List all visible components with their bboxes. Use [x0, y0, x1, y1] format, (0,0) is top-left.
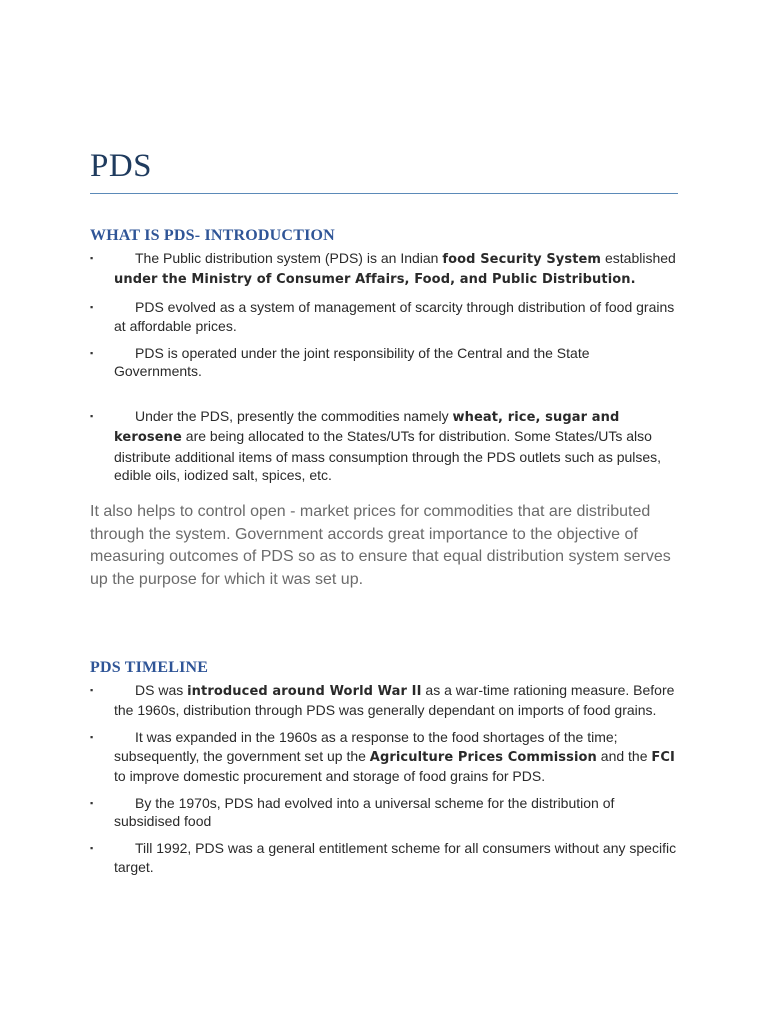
bullet-marker-icon: ▪ — [90, 843, 94, 854]
bullet-marker-icon: ▪ — [90, 302, 94, 313]
bullet-marker-icon: ▪ — [90, 411, 94, 422]
text-run: The Public distribution system (PDS) is an Indian — [135, 250, 443, 266]
bullet-marker-icon: ▪ — [90, 347, 94, 358]
timeline-bullet-list — [90, 681, 680, 876]
section-heading-introduction: WHAT IS PDS- INTRODUCTION — [90, 227, 335, 244]
bullet-marker-icon: ▪ — [90, 798, 94, 809]
list-item-text — [114, 794, 680, 830]
text-run: DS was — [135, 682, 188, 698]
text-run: PDS is operated under the joint responsibility of the Central and the State Governments. — [114, 344, 590, 380]
list-item-text — [114, 681, 680, 719]
list-item — [90, 794, 680, 830]
list-item — [90, 344, 680, 380]
text-run: It was expanded in the 1960s as a response to the food shortages of the time; subsequently, the government set up the — [114, 729, 618, 764]
list-item — [90, 839, 680, 875]
bold-text: wheat, rice, sugar and kerosene — [114, 410, 620, 446]
list-item — [90, 681, 680, 719]
body-paragraph: It also helps to control open - market prices for commodities that are distributed through the system. Government accords great importance to the objective of measuring outcomes of PDS so as to ensure that equal distribution system serves up the purpose for which it was set up. — [90, 503, 671, 588]
list-item-text — [114, 249, 680, 289]
text-run: to improve domestic procurement and storage of food grains for PDS. — [114, 767, 546, 784]
list-item-text — [114, 407, 680, 484]
bullet-marker-icon: ▪ — [90, 685, 94, 695]
list-item — [90, 298, 680, 334]
title-divider — [90, 193, 678, 194]
list-item-text — [114, 839, 680, 875]
text-run: as a war-time rationing measure. Before the 1960s, distribution through PDS was generally dependant on imports of food grains. — [114, 682, 675, 719]
text-run: Till 1992, PDS was a general entitlement scheme for all consumers without any specific target. — [114, 840, 677, 875]
text-run: By the 1970s, PDS had evolved into a universal scheme for the distribution of subsidised food — [114, 795, 615, 830]
bold-text: FCI — [651, 749, 675, 765]
list-item — [90, 407, 680, 484]
list-item — [90, 728, 680, 785]
list-item-text — [114, 728, 680, 785]
list-item — [90, 249, 680, 289]
text-run: established — [601, 250, 676, 266]
bold-text: under the Ministry of Consumer Affairs, Food, and Public Distribution. — [114, 272, 636, 288]
text-run: PDS evolved as a system of management of scarcity through distribution of food grains at affordable prices. — [114, 299, 675, 334]
bold-text: introduced around World War II — [187, 684, 422, 699]
bold-text: Agriculture Prices Commission — [369, 749, 597, 765]
bold-text: food Security System — [442, 252, 602, 267]
list-item-text — [114, 298, 680, 334]
document-title: PDS — [90, 148, 153, 184]
list-item-text — [114, 344, 680, 380]
bullet-marker-icon: ▪ — [90, 732, 94, 743]
section-heading-timeline: PDS TIMELINE — [90, 659, 209, 676]
bullet-marker-icon: ▪ — [90, 253, 94, 263]
text-run: and the — [596, 747, 652, 764]
introduction-bullet-list — [90, 249, 680, 484]
text-run: are being allocated to the States/UTs for distribution. Some States/UTs also distribute additional items of mass consumption through the PDS outlets such as pulses, edible oils, iodized salt, spices, etc. — [114, 428, 662, 483]
text-run: Under the PDS, presently the commodities namely — [135, 408, 453, 425]
